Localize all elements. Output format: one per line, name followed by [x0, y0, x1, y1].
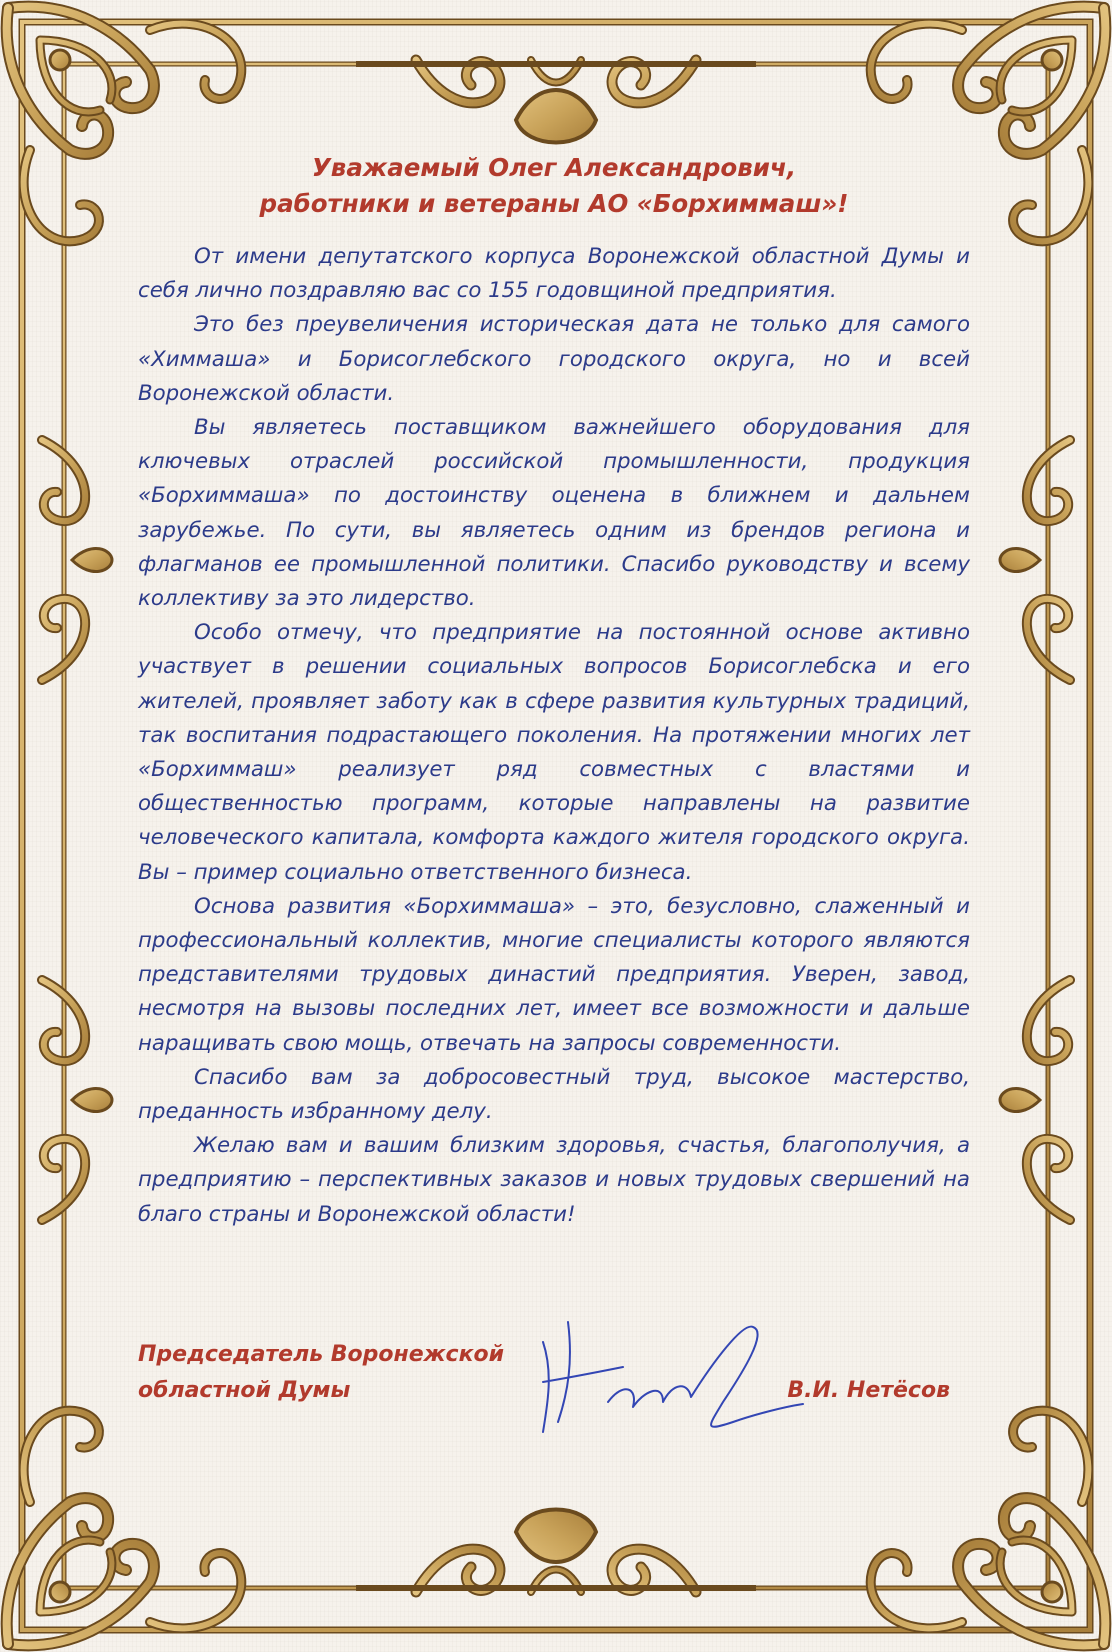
- signatory-title: [138, 1337, 504, 1409]
- letter-body: [138, 150, 970, 1232]
- paragraph-wishes: Желаю вам и вашим близким здоровья, счастья, благополучия, а предприятию – перспективных заказов и новых трудовых свершений на благо страны и Воронежской области!: [138, 1133, 970, 1227]
- salutation-line-1: Уважаемый Олег Александрович,: [311, 153, 797, 182]
- salutation-line-2: работники и ветераны АО «Борхиммаш»!: [259, 189, 849, 218]
- signatory-name: В.И. Нетёсов: [787, 1378, 950, 1403]
- paragraph-thanks: Спасибо вам за добросовестный труд, высокое мастерство, преданность избранному делу.: [138, 1064, 970, 1125]
- signatory-title-line-2: областной Думы: [138, 1378, 351, 1403]
- signatory-title-line-1: Председатель Воронежской: [138, 1342, 505, 1367]
- paragraph-collective: Основа развития «Борхиммаша» – это, безусловно, слаженный и профессиональный коллектив, многие специалисты которого являются представителями трудовых династий предприятия. Уверен, завод, несмотря на вызовы последних лет, имеет все возможности и дальше наращивать свою мощь, отвечать на запросы современности.: [138, 893, 970, 1056]
- paragraph-supplier: Вы являетесь поставщиком важнейшего оборудования для ключевых отраслей российской промышленности, продукция «Борхиммаша» по достоинству оценена в ближнем и дальнем зарубежье. По сути, вы являетесь одним из брендов региона и флагманов ее промышленной политики. Спасибо руководству и всему коллективу за это лидерство.: [138, 415, 970, 612]
- handwritten-signature: [513, 1282, 813, 1442]
- paragraph-social: Особо отмечу, что предприятие на постоянной основе активно участвует в решении социальных вопросов Борисоглебска и его жителей, проявляет заботу как в сфере развития культурных традиций, так воспитания подрастающего поколения. На протяжении многих лет «Борхиммаш» реализует ряд совместных с властями и общественностью программ, которые направлены на развитие человеческого капитала, комфорта каждого жителя городского округа. Вы – пример социально ответственного бизнеса.: [138, 620, 970, 885]
- signature-block: [138, 1337, 970, 1437]
- paragraph-greeting: От имени депутатского корпуса Воронежской областной Думы и себя лично поздравляю вас со 155 годовщиной предприятия.: [138, 244, 970, 304]
- paragraph-historic-date: Это без преувеличения историческая дата не только для самого «Химмаша» и Борисоглебского городского округа, но и всей Воронежской области.: [138, 312, 970, 406]
- salutation: [138, 150, 970, 222]
